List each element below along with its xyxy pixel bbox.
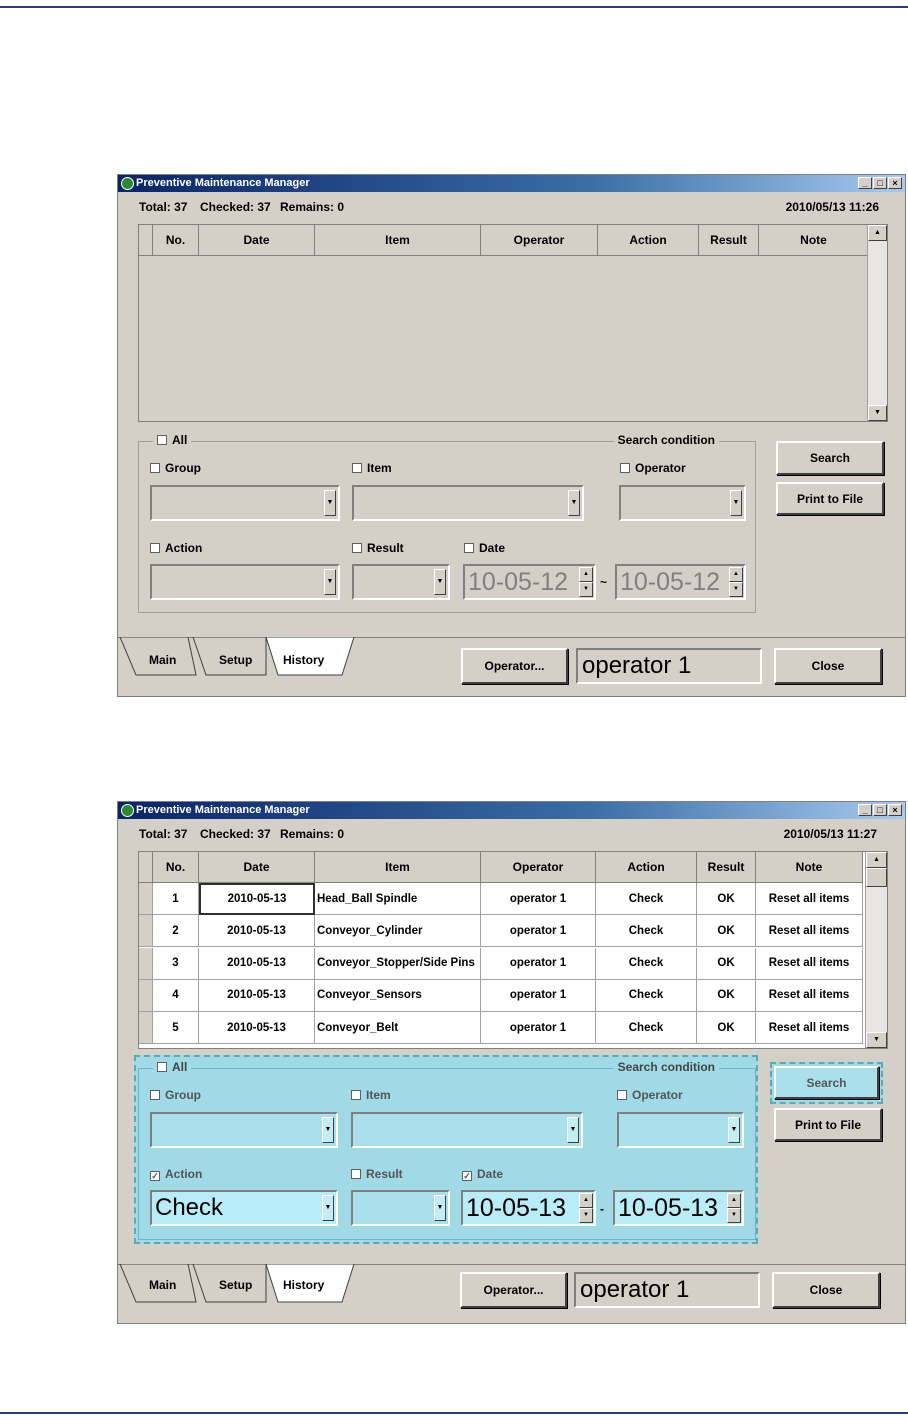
table-body-empty bbox=[139, 256, 867, 421]
operator-checkbox[interactable] bbox=[620, 461, 686, 475]
scroll-thumb[interactable] bbox=[866, 868, 887, 887]
column-header-no[interactable]: No. bbox=[153, 225, 199, 256]
chevron-down-icon[interactable]: ▼ bbox=[567, 1117, 579, 1143]
spin-down-icon[interactable]: ▼ bbox=[727, 1208, 741, 1223]
close-button[interactable]: Close bbox=[772, 1272, 880, 1308]
spin-up-icon[interactable]: ▲ bbox=[579, 1193, 593, 1208]
cell-operator[interactable]: operator 1 bbox=[481, 883, 596, 915]
cell-result[interactable]: OK bbox=[697, 948, 756, 980]
date-from-value: 10-05-12 bbox=[468, 568, 569, 596]
operator-field[interactable]: operator 1 bbox=[576, 648, 762, 684]
all-label: All bbox=[172, 433, 188, 447]
close-button[interactable]: Close bbox=[774, 648, 882, 684]
column-header-date[interactable]: Date bbox=[199, 852, 315, 883]
column-header-date[interactable]: Date bbox=[199, 225, 315, 256]
scroll-down-icon[interactable]: ▼ bbox=[866, 1032, 887, 1048]
result-checkbox[interactable] bbox=[351, 1167, 403, 1181]
window-title: Preventive Maintenance Manager bbox=[136, 804, 310, 816]
spin-up-icon[interactable]: ▲ bbox=[727, 1193, 741, 1208]
row-header-corner bbox=[139, 225, 153, 256]
date-to-value: 10-05-13 bbox=[618, 1194, 719, 1222]
chevron-down-icon[interactable]: ▼ bbox=[434, 569, 446, 595]
cell-no[interactable]: 4 bbox=[153, 980, 199, 1012]
page-bottom-rule bbox=[0, 1412, 908, 1414]
minimize-icon[interactable]: _ bbox=[858, 177, 872, 189]
tab-main[interactable]: Main bbox=[149, 653, 177, 667]
cell-item[interactable]: Conveyor_Stopper/Side Pins bbox=[315, 948, 481, 980]
chevron-down-icon[interactable]: ▼ bbox=[322, 1195, 334, 1221]
tab-main[interactable]: Main bbox=[149, 1278, 177, 1292]
search-condition-group bbox=[138, 433, 756, 613]
cell-date[interactable]: 2010-05-13 bbox=[199, 883, 315, 915]
chevron-down-icon[interactable]: ▼ bbox=[434, 1195, 446, 1221]
tab-history[interactable]: History bbox=[283, 653, 325, 667]
tab-setup[interactable]: Setup bbox=[219, 653, 253, 667]
column-header-operator[interactable]: Operator bbox=[481, 225, 598, 256]
item-combo[interactable] bbox=[352, 485, 584, 521]
action-checkbox[interactable] bbox=[150, 541, 202, 555]
row-header bbox=[139, 980, 153, 1012]
cell-operator[interactable]: operator 1 bbox=[481, 1012, 596, 1044]
history-table[interactable] bbox=[138, 224, 888, 422]
group-checkbox[interactable] bbox=[150, 461, 201, 475]
result-label: Result bbox=[366, 1167, 403, 1181]
column-header-note[interactable]: Note bbox=[759, 225, 869, 256]
cell-note[interactable]: Reset all items bbox=[756, 915, 863, 947]
result-label: Result bbox=[367, 541, 404, 555]
chevron-down-icon[interactable]: ▼ bbox=[568, 490, 580, 516]
cell-operator[interactable]: operator 1 bbox=[481, 948, 596, 980]
date-to-spinner[interactable] bbox=[615, 564, 746, 600]
checked-count: Checked: 37 bbox=[200, 200, 271, 214]
cell-date[interactable]: 2010-05-13 bbox=[199, 1012, 315, 1044]
window-title: Preventive Maintenance Manager bbox=[136, 177, 310, 189]
group-checkbox-box[interactable] bbox=[150, 1090, 160, 1100]
date-from-value: 10-05-13 bbox=[466, 1194, 567, 1222]
cell-item[interactable]: Conveyor_Cylinder bbox=[315, 915, 481, 947]
search-button[interactable]: Search bbox=[774, 1066, 879, 1099]
result-combo[interactable] bbox=[351, 1190, 450, 1226]
tab-setup[interactable]: Setup bbox=[219, 1278, 253, 1292]
date-checkbox[interactable] bbox=[462, 1167, 503, 1181]
cell-note[interactable]: Reset all items bbox=[756, 948, 863, 980]
date-to-value: 10-05-12 bbox=[620, 568, 721, 596]
checked-count: Checked: 37 bbox=[200, 827, 271, 841]
group-checkbox[interactable] bbox=[150, 1088, 201, 1102]
print-to-file-button[interactable]: Print to File bbox=[774, 1108, 882, 1141]
cell-no[interactable]: 5 bbox=[153, 1012, 199, 1044]
operator-button[interactable]: Operator... bbox=[460, 1272, 567, 1308]
history-table[interactable] bbox=[138, 851, 888, 1049]
close-icon[interactable]: × bbox=[888, 804, 902, 816]
pm-manager-window-results bbox=[117, 801, 906, 1324]
row-header bbox=[139, 948, 153, 980]
date-range-separator: - bbox=[600, 1202, 604, 1216]
action-checkbox[interactable] bbox=[150, 1167, 202, 1181]
cell-note[interactable]: Reset all items bbox=[756, 883, 863, 915]
column-header-action[interactable]: Action bbox=[596, 852, 697, 883]
item-combo[interactable] bbox=[351, 1112, 583, 1148]
item-checkbox[interactable] bbox=[351, 1088, 391, 1102]
title-bar[interactable] bbox=[118, 802, 905, 819]
group-combo[interactable] bbox=[150, 485, 340, 521]
group-checkbox-box[interactable] bbox=[150, 463, 160, 473]
column-header-item[interactable]: Item bbox=[315, 852, 481, 883]
item-label: Item bbox=[366, 1088, 391, 1102]
minimize-icon[interactable]: _ bbox=[858, 804, 872, 816]
action-value: Check bbox=[155, 1194, 224, 1221]
item-checkbox-box[interactable] bbox=[351, 1090, 361, 1100]
operator-label: Operator bbox=[632, 1088, 683, 1102]
column-header-action[interactable]: Action bbox=[598, 225, 699, 256]
cell-no[interactable]: 2 bbox=[153, 915, 199, 947]
group-label: Group bbox=[165, 461, 201, 475]
cell-operator[interactable]: operator 1 bbox=[481, 980, 596, 1012]
operator-checkbox-box[interactable] bbox=[617, 1090, 627, 1100]
tab-history[interactable]: History bbox=[283, 1278, 325, 1292]
all-label: All bbox=[172, 1060, 188, 1074]
all-checkbox-box[interactable] bbox=[157, 1062, 167, 1072]
print-to-file-button[interactable]: Print to File bbox=[776, 482, 884, 515]
cell-note[interactable]: Reset all items bbox=[756, 1012, 863, 1044]
date-from-spinner[interactable] bbox=[461, 1190, 596, 1226]
table-row[interactable] bbox=[139, 980, 867, 1012]
row-header-corner bbox=[139, 852, 153, 883]
result-checkbox-box[interactable] bbox=[351, 1169, 361, 1179]
operator-combo[interactable] bbox=[617, 1112, 744, 1148]
operator-checkbox[interactable] bbox=[617, 1088, 683, 1102]
action-combo[interactable] bbox=[150, 1190, 338, 1226]
operator-checkbox-box[interactable] bbox=[620, 463, 630, 473]
title-bar[interactable] bbox=[118, 175, 905, 192]
cell-date[interactable]: 2010-05-13 bbox=[199, 915, 315, 947]
spin-down-icon[interactable]: ▼ bbox=[579, 1208, 593, 1223]
date-label: Date bbox=[479, 541, 506, 555]
operator-button[interactable]: Operator... bbox=[461, 648, 568, 684]
item-label: Item bbox=[367, 461, 392, 475]
cell-no[interactable]: 1 bbox=[153, 883, 199, 915]
date-from-spinner[interactable] bbox=[463, 564, 596, 600]
scroll-down-icon[interactable]: ▼ bbox=[868, 405, 887, 421]
column-header-note[interactable]: Note bbox=[756, 852, 863, 883]
chevron-down-icon[interactable]: ▼ bbox=[730, 490, 742, 516]
cell-result[interactable]: OK bbox=[697, 915, 756, 947]
cell-no[interactable]: 3 bbox=[153, 948, 199, 980]
cell-action[interactable]: Check bbox=[596, 915, 697, 947]
date-checkbox[interactable] bbox=[464, 541, 505, 555]
cell-result[interactable]: OK bbox=[697, 1012, 756, 1044]
cell-action[interactable]: Check bbox=[596, 980, 697, 1012]
table-scrollbar[interactable] bbox=[865, 852, 887, 1048]
table-row[interactable] bbox=[139, 883, 867, 915]
chevron-down-icon[interactable]: ▼ bbox=[324, 490, 336, 516]
remains-count: Remains: 0 bbox=[280, 827, 345, 841]
datetime: 2010/05/13 11:27 bbox=[783, 827, 877, 841]
chevron-down-icon[interactable]: ▼ bbox=[728, 1117, 740, 1143]
total-count: Total: 37 bbox=[139, 827, 188, 841]
date-checkbox-box[interactable] bbox=[464, 543, 474, 553]
result-checkbox[interactable] bbox=[352, 541, 404, 555]
result-checkbox-box[interactable] bbox=[352, 543, 362, 553]
cell-action[interactable]: Check bbox=[596, 948, 697, 980]
action-combo[interactable] bbox=[150, 564, 340, 600]
pm-manager-window-empty bbox=[117, 174, 906, 697]
group-combo[interactable] bbox=[150, 1112, 338, 1148]
scroll-up-icon[interactable]: ▲ bbox=[866, 852, 887, 868]
search-condition-legend: Search condition bbox=[614, 433, 719, 447]
operator-combo[interactable] bbox=[619, 485, 746, 521]
search-button[interactable]: Search bbox=[776, 441, 884, 475]
checkmark-icon[interactable]: ✓ bbox=[151, 1171, 159, 1181]
scroll-up-icon[interactable]: ▲ bbox=[868, 225, 887, 241]
total-count: Total: 37 bbox=[139, 200, 188, 214]
item-checkbox[interactable] bbox=[352, 461, 392, 475]
app-icon bbox=[121, 177, 134, 190]
row-header bbox=[139, 1012, 153, 1044]
cell-date[interactable]: 2010-05-13 bbox=[199, 948, 315, 980]
checkmark-icon[interactable]: ✓ bbox=[463, 1171, 471, 1181]
cell-operator[interactable]: operator 1 bbox=[481, 915, 596, 947]
column-header-result[interactable]: Result bbox=[699, 225, 759, 256]
action-label: Action bbox=[165, 1167, 203, 1181]
date-label: Date bbox=[477, 1167, 504, 1181]
table-scrollbar[interactable] bbox=[867, 225, 887, 421]
table-row[interactable] bbox=[139, 1012, 867, 1044]
cell-item[interactable]: Head_Ball Spindle bbox=[315, 883, 481, 915]
table-row[interactable] bbox=[139, 915, 867, 947]
all-checkbox[interactable] bbox=[153, 433, 191, 447]
cell-date[interactable]: 2010-05-13 bbox=[199, 980, 315, 1012]
table-row[interactable] bbox=[139, 948, 867, 980]
all-checkbox[interactable] bbox=[153, 1060, 191, 1074]
operator-field[interactable]: operator 1 bbox=[574, 1272, 760, 1308]
item-checkbox-box[interactable] bbox=[352, 463, 362, 473]
column-header-item[interactable]: Item bbox=[315, 225, 481, 256]
maximize-icon[interactable]: □ bbox=[873, 804, 887, 816]
spin-down-icon[interactable]: ▼ bbox=[579, 582, 593, 597]
cell-note[interactable]: Reset all items bbox=[756, 980, 863, 1012]
cell-action[interactable]: Check bbox=[596, 1012, 697, 1044]
table-rows bbox=[139, 883, 867, 1048]
column-header-operator[interactable]: Operator bbox=[481, 852, 596, 883]
cell-result[interactable]: OK bbox=[697, 980, 756, 1012]
action-label: Action bbox=[165, 541, 203, 555]
result-combo[interactable] bbox=[352, 564, 450, 600]
row-header bbox=[139, 915, 153, 947]
cell-item[interactable]: Conveyor_Belt bbox=[315, 1012, 481, 1044]
spin-up-icon[interactable]: ▲ bbox=[729, 567, 743, 582]
row-header bbox=[139, 883, 153, 915]
datetime: 2010/05/13 11:26 bbox=[785, 200, 879, 214]
app-icon bbox=[121, 804, 134, 817]
spin-down-icon[interactable]: ▼ bbox=[729, 582, 743, 597]
all-checkbox-box[interactable] bbox=[157, 435, 167, 445]
chevron-down-icon[interactable]: ▼ bbox=[322, 1117, 334, 1143]
date-to-spinner[interactable] bbox=[613, 1190, 744, 1226]
remains-count: Remains: 0 bbox=[280, 200, 345, 214]
spin-up-icon[interactable]: ▲ bbox=[579, 567, 593, 582]
group-label: Group bbox=[165, 1088, 201, 1102]
column-header-no[interactable]: No. bbox=[153, 852, 199, 883]
page-top-rule bbox=[0, 6, 908, 8]
operator-label: Operator bbox=[635, 461, 686, 475]
search-condition-legend: Search condition bbox=[614, 1060, 719, 1074]
column-header-result[interactable]: Result bbox=[697, 852, 756, 883]
close-icon[interactable]: × bbox=[888, 177, 902, 189]
cell-action[interactable]: Check bbox=[596, 883, 697, 915]
chevron-down-icon[interactable]: ▼ bbox=[324, 569, 336, 595]
cell-result[interactable]: OK bbox=[697, 883, 756, 915]
action-checkbox-box[interactable] bbox=[150, 543, 160, 553]
maximize-icon[interactable]: □ bbox=[873, 177, 887, 189]
search-condition-group bbox=[138, 1060, 756, 1240]
cell-item[interactable]: Conveyor_Sensors bbox=[315, 980, 481, 1012]
date-range-separator: ~ bbox=[600, 575, 608, 589]
